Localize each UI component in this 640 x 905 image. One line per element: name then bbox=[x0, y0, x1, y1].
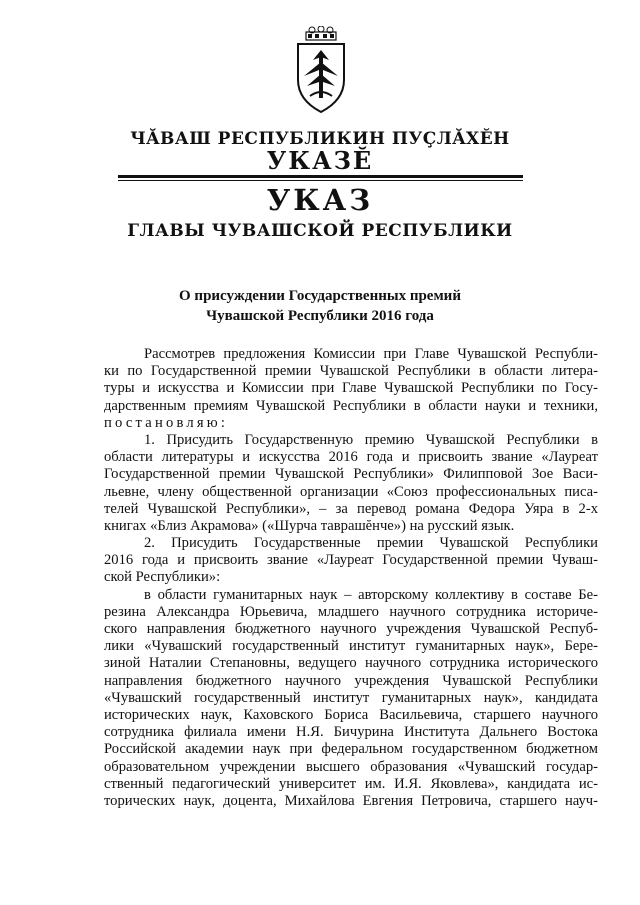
body-line: 2. Присудить Государственные премии Чувашской Республики bbox=[144, 535, 598, 552]
body-line: постановляю: bbox=[104, 414, 229, 431]
body-line: лики «Чувашский государственный институт гуманитарных наук», Бере- bbox=[104, 638, 598, 655]
body-line: дарственным премиям Чувашской Республики в области науки и техники, bbox=[104, 397, 598, 414]
document-body bbox=[104, 346, 598, 810]
chuvash-decree-label: УКАЗĔ bbox=[266, 146, 374, 175]
body-line: образовательном учреждении высшего образования «Чувашский государ- bbox=[104, 758, 598, 775]
russian-decree-label: УКАЗ bbox=[266, 183, 374, 217]
document-title-line: Чувашской Республики 2016 года bbox=[206, 308, 434, 324]
body-line: торических наук, доцента, Михайлова Евгения Петровича, старшего науч- bbox=[104, 792, 598, 809]
document-title bbox=[0, 286, 640, 326]
body-line: ки по Государственной премии Чувашской Республики в области литера- bbox=[104, 363, 598, 380]
body-line: телей Чувашской Республики», – за перевод романа Федора Уяра в 2-х bbox=[104, 500, 598, 517]
body-line: направления бюджетного научного учреждения Чувашской Республики bbox=[104, 672, 598, 689]
body-line: «Чувашский государственный институт гуманитарных наук», кандидата bbox=[104, 689, 598, 706]
body-line: в области гуманитарных наук – авторскому коллективу в составе Бе- bbox=[144, 586, 598, 603]
body-line: ской Республики»: bbox=[104, 569, 221, 586]
body-line: ского направления бюджетного научного учреждения Чувашской Респуб- bbox=[104, 621, 598, 637]
body-line: 2016 года и присвоить звание «Лауреат Государственной премии Чуваш- bbox=[104, 552, 598, 569]
body-line: Российской академии наук при федеральном государственном бюджетном bbox=[104, 741, 598, 758]
body-line: Государственной премии Чувашской Республики» Филипповой Зое Васи- bbox=[104, 466, 598, 483]
document-title-line: О присуждении Государственных премий bbox=[179, 288, 461, 304]
body-line: Рассмотрев предложения Комиссии при Главе Чувашской Республи- bbox=[144, 346, 598, 362]
body-line: 1. Присудить Государственную премию Чувашской Республики в bbox=[144, 431, 598, 448]
body-line: исторических наук, Каховского Бориса Васильевича, старшего научного bbox=[104, 706, 598, 723]
body-line: льевне, члену общественной организации «Союз профессиональных писа- bbox=[104, 483, 598, 500]
chuvash-header-title: ЧĂВАШ РЕСПУБЛИКИН ПУÇЛĂХĔН bbox=[130, 129, 510, 149]
body-line: зиной Наталии Степановны, ведущего научного сотрудника исторического bbox=[104, 655, 598, 672]
body-line: резина Александра Юрьевича, младшего научного сотрудника историче- bbox=[104, 603, 598, 620]
header-divider bbox=[118, 175, 523, 181]
chuvash-republic-emblem-icon bbox=[286, 26, 356, 118]
body-line: книгах «Близ Акрамова» («Шурча таврашĕнче») на русский язык. bbox=[104, 517, 515, 534]
body-line: сотрудника филиала имени Н.Я. Бичурина Института Дальнего Востока bbox=[104, 724, 598, 741]
body-line: туры и искусства и Комиссии при Главе Чувашской Республики по Госу- bbox=[104, 380, 598, 397]
russian-header-subtitle: ГЛАВЫ ЧУВАШСКОЙ РЕСПУБЛИКИ bbox=[127, 221, 513, 241]
body-line: ственный педагогический университет им. И.Я. Яковлева», кандидата ис- bbox=[104, 775, 598, 792]
body-line: области литературы и искусства 2016 года и присвоить звание «Лауреат bbox=[104, 449, 598, 466]
